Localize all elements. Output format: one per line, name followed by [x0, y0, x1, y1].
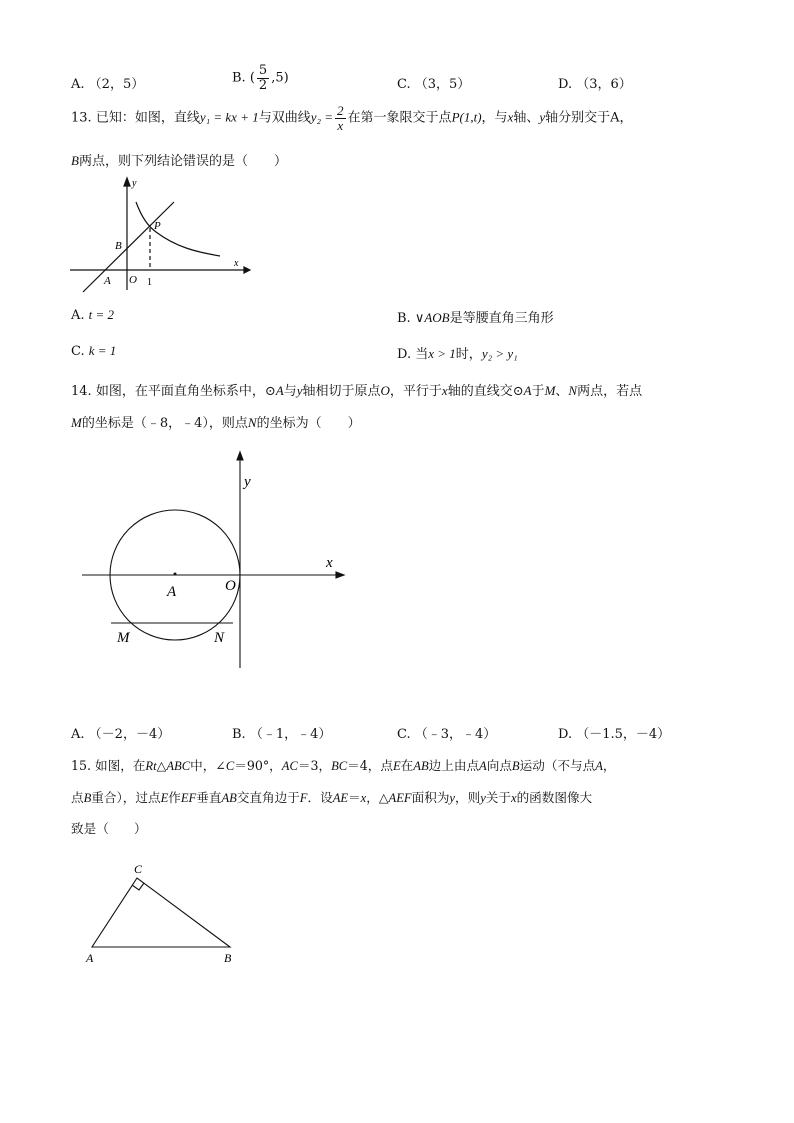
label-a: A	[167, 584, 177, 600]
q13-figure	[66, 172, 251, 294]
label-one: 1	[147, 277, 152, 288]
option-text: （3，5）	[414, 77, 471, 92]
label-a: A	[104, 275, 111, 287]
q14-option-d[interactable]: D. （－1.5，－4）	[558, 727, 671, 742]
hyperbola-lhs: y₂ =	[310, 109, 334, 125]
label-b: B	[224, 951, 232, 965]
fraction: $\frac{5}{2}$	[258, 63, 268, 93]
q12-option-d[interactable]	[558, 73, 632, 92]
label-y: y	[132, 178, 137, 189]
q14-option-b[interactable]: B. （﹣1，﹣4）	[232, 727, 332, 742]
option-label: D.	[558, 77, 573, 92]
center-dot	[174, 573, 177, 576]
q14-stem-line2: M的坐标是（﹣8，﹣4），则点N的坐标为（ ）	[71, 415, 361, 431]
right-angle-mark	[132, 883, 144, 890]
q12-option-b[interactable]	[232, 64, 289, 92]
q15-stem-line1: 15. 如图，在Rt△ABC中，∠C＝90°，AC＝3，BC＝4，点E在AB边上由点A向点B运动（不与点A，	[71, 758, 616, 773]
label-x: x	[326, 555, 333, 571]
q13-stem: 13. 已知：如图，直线y₁ = kx + 1与双曲线y₂ = $\frac{2}{x}$ 在第一象限交于点P(1,t)，与x轴、y轴分别交于A，	[71, 103, 633, 133]
y-axis-arrow	[237, 452, 243, 460]
option-text: （2，5）	[88, 77, 145, 92]
q13-option-c[interactable]: C. k = 1	[71, 343, 117, 359]
option-label: C.	[397, 77, 411, 92]
option-text-pre: (	[249, 70, 255, 86]
q14-option-c[interactable]: C. （﹣3，﹣4）	[397, 727, 497, 742]
triangle-abc	[92, 878, 230, 947]
x-axis-arrow	[336, 572, 344, 578]
q13-option-a[interactable]: A. t = 2	[71, 307, 115, 323]
label-m: M	[117, 630, 130, 646]
label-a: A	[86, 951, 94, 965]
q13-option-b[interactable]: B. ∨AOB是等腰直角三角形	[397, 310, 554, 326]
q15-stem-line2: 点B重合），过点E作EF垂直AB交直角边于F．设AE＝x，△AEF面积为y，则y关于x的函数图像大	[71, 790, 593, 805]
q14-option-a[interactable]: A. （－2，－4）	[71, 727, 171, 742]
q14-stem-line1: 14. 如图，在平面直角坐标系中，⊙A与y轴相切于原点O，平行于x轴的直线交⊙A于M、N两点，若点	[71, 383, 643, 399]
q15-stem-line3: 致是（ ）	[71, 821, 147, 836]
fraction: $\frac{2}{x}$	[337, 103, 344, 133]
option-label: A.	[71, 77, 85, 92]
x-axis-arrow	[244, 267, 250, 273]
hyperbola-y2	[136, 202, 220, 256]
option-label: B.	[232, 70, 246, 86]
option-text: （3，6）	[576, 77, 632, 92]
q13-stem-line2: B两点，则下列结论错误的是（ ）	[71, 153, 287, 169]
line-equation: y₁ = kx + 1	[199, 109, 259, 125]
label-o: O	[129, 274, 137, 286]
q15-figure	[80, 858, 250, 970]
q12-option-a[interactable]	[71, 73, 144, 92]
label-o: O	[225, 578, 236, 594]
label-y: y	[244, 474, 251, 490]
option-text-post: ,5)	[271, 70, 289, 86]
label-x: x	[234, 258, 239, 269]
q12-option-c[interactable]	[397, 73, 470, 92]
label-b: B	[115, 240, 122, 252]
y-axis-arrow	[124, 178, 130, 186]
question-number: 13.	[71, 110, 92, 126]
label-n: N	[214, 630, 225, 646]
question-number: 15.	[71, 758, 92, 773]
q14-figure	[78, 448, 348, 672]
label-c: C	[134, 862, 143, 876]
label-p: P	[154, 220, 161, 232]
point-p: P(1,t)	[451, 109, 482, 125]
question-number: 14.	[71, 384, 92, 399]
q13-option-d[interactable]: D. 当x > 1时，y₂ > y₁	[397, 346, 518, 362]
